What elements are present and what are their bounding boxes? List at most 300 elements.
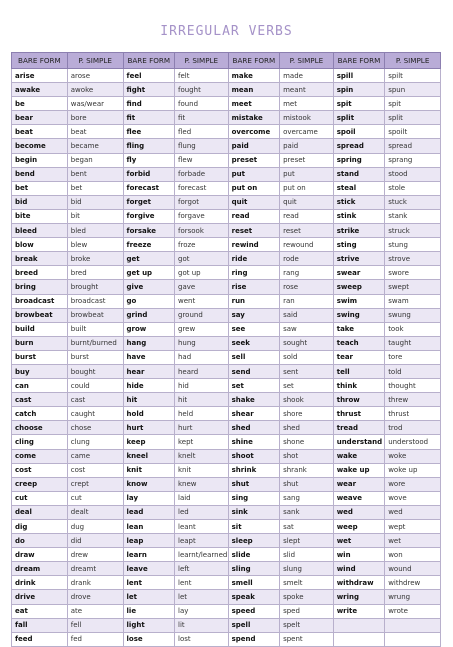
bare-form-cell: shut [228,477,279,491]
bare-form-cell: bend [12,167,68,181]
bare-form-cell: take [333,322,384,336]
bare-form-cell: sling [228,562,279,576]
table-row [12,618,441,632]
past-simple-cell: bred [67,266,123,280]
past-simple-cell [385,618,441,632]
table-row [12,167,441,181]
past-simple-cell: brought [67,280,123,294]
past-simple-cell: fit [175,111,229,125]
table-row [12,238,441,252]
bare-form-cell: weave [333,491,384,505]
bare-form-cell: lent [123,576,174,590]
past-simple-cell: lent [175,576,229,590]
past-simple-cell: became [67,139,123,153]
bare-form-cell: find [123,97,174,111]
table-row [12,393,441,407]
past-simple-cell: stole [385,181,441,195]
bare-form-cell: fit [123,111,174,125]
bare-form-cell: hit [123,393,174,407]
past-simple-cell: won [385,548,441,562]
past-simple-cell: sang [280,491,334,505]
past-simple-cell: tore [385,350,441,364]
bare-form-cell: shrink [228,463,279,477]
table-row [12,350,441,364]
bare-form-cell: forget [123,195,174,209]
bare-form-cell: grind [123,308,174,322]
bare-form-cell: wake up [333,463,384,477]
table-row [12,195,441,209]
bare-form-cell: lead [123,505,174,519]
header-past-simple: P. SIMPLE [385,53,441,69]
bare-form-cell: hold [123,407,174,421]
bare-form-cell: broadcast [12,294,68,308]
bare-form-cell: run [228,294,279,308]
bare-form-cell: break [12,252,68,266]
bare-form-cell: wake [333,449,384,463]
past-simple-cell: overcame [280,125,334,139]
bare-form-cell: build [12,322,68,336]
past-simple-cell: met [280,97,334,111]
past-simple-cell: rewound [280,238,334,252]
bare-form-cell: sleep [228,534,279,548]
bare-form-cell: buy [12,364,68,378]
past-simple-cell: learnt/learned [175,548,229,562]
past-simple-cell: sought [280,336,334,350]
past-simple-cell: bled [67,224,123,238]
table-row [12,421,441,435]
past-simple-cell: felt [175,69,229,83]
bare-form-cell: go [123,294,174,308]
past-simple-cell: stank [385,209,441,223]
past-simple-cell: shed [280,421,334,435]
past-simple-cell: led [175,505,229,519]
past-simple-cell: sent [280,364,334,378]
bare-form-cell: spin [333,83,384,97]
bare-form-cell: bleed [12,224,68,238]
past-simple-cell: wept [385,520,441,534]
past-simple-cell: took [385,322,441,336]
bare-form-cell: cost [12,463,68,477]
past-simple-cell: put on [280,181,334,195]
bare-form-cell: know [123,477,174,491]
past-simple-cell: wound [385,562,441,576]
past-simple-cell: woke up [385,463,441,477]
bare-form-cell: can [12,379,68,393]
bare-form-cell: hear [123,364,174,378]
table-row [12,548,441,562]
bare-form-cell: thrust [333,407,384,421]
bare-form-cell: withdraw [333,576,384,590]
bare-form-cell: steal [333,181,384,195]
bare-form-cell: dig [12,520,68,534]
past-simple-cell: lit [175,618,229,632]
bare-form-cell: make [228,69,279,83]
bare-form-cell: spread [333,139,384,153]
bare-form-cell: speed [228,604,279,618]
bare-form-cell: overcome [228,125,279,139]
bare-form-cell: let [123,590,174,604]
past-simple-cell: ate [67,604,123,618]
past-simple-cell: spun [385,83,441,97]
bare-form-cell: grow [123,322,174,336]
past-simple-cell: wrung [385,590,441,604]
bare-form-cell: dream [12,562,68,576]
bare-form-cell: kneel [123,449,174,463]
past-simple-cell: slid [280,548,334,562]
table-row [12,308,441,322]
bare-form-cell: shake [228,393,279,407]
past-simple-cell: sprang [385,153,441,167]
bare-form-cell: shoot [228,449,279,463]
bare-form-cell: see [228,322,279,336]
past-simple-cell: stung [385,238,441,252]
table-row [12,477,441,491]
past-simple-cell: flung [175,139,229,153]
past-simple-cell: knew [175,477,229,491]
table-row [12,97,441,111]
bare-form-cell: blow [12,238,68,252]
past-simple-cell: beat [67,125,123,139]
past-simple-cell: forgot [175,195,229,209]
table-row [12,83,441,97]
bare-form-cell: say [228,308,279,322]
table-row [12,336,441,350]
past-simple-cell: rose [280,280,334,294]
table-row [12,463,441,477]
bare-form-cell: hide [123,379,174,393]
past-simple-cell: hit [175,393,229,407]
past-simple-cell: spoke [280,590,334,604]
bare-form-cell: eat [12,604,68,618]
past-simple-cell: ground [175,308,229,322]
bare-form-cell: fling [123,139,174,153]
past-simple-cell: cut [67,491,123,505]
past-simple-cell: sat [280,520,334,534]
past-simple-cell: bore [67,111,123,125]
past-simple-cell: spilt [385,69,441,83]
past-simple-cell: bid [67,195,123,209]
bare-form-cell: mistake [228,111,279,125]
bare-form-cell: bet [12,181,68,195]
past-simple-cell: smelt [280,576,334,590]
table-row [12,435,441,449]
table-row [12,209,441,223]
bare-form-cell: put [228,167,279,181]
header-past-simple: P. SIMPLE [175,53,229,69]
bare-form-cell: begin [12,153,68,167]
table-row [12,590,441,604]
bare-form-cell: quit [228,195,279,209]
bare-form-cell: shed [228,421,279,435]
past-simple-cell: shot [280,449,334,463]
past-simple-cell: knit [175,463,229,477]
bare-form-cell: think [333,379,384,393]
bare-form-cell: browbeat [12,308,68,322]
past-simple-cell: drank [67,576,123,590]
table-row [12,69,441,83]
past-simple-cell: swam [385,294,441,308]
past-simple-cell: made [280,69,334,83]
bare-form-cell: lay [123,491,174,505]
bare-form-cell: split [333,111,384,125]
bare-form-cell: lie [123,604,174,618]
bare-form-cell: set [228,379,279,393]
past-simple-cell: put [280,167,334,181]
past-simple-cell: stood [385,167,441,181]
header-row [12,53,441,69]
past-simple-cell: trod [385,421,441,435]
past-simple-cell: struck [385,224,441,238]
past-simple-cell: thrust [385,407,441,421]
past-simple-cell: shut [280,477,334,491]
table-row [12,322,441,336]
bare-form-cell: fly [123,153,174,167]
past-simple-cell: paid [280,139,334,153]
table-row [12,280,441,294]
bare-form-cell: leap [123,534,174,548]
past-simple-cell: broke [67,252,123,266]
past-simple-cell: crept [67,477,123,491]
bare-form-cell: strike [333,224,384,238]
past-simple-cell: blew [67,238,123,252]
past-simple-cell: bet [67,181,123,195]
table-row [12,364,441,378]
past-simple-cell: spent [280,632,334,646]
header-bare-form: BARE FORM [123,53,174,69]
bare-form-cell: leave [123,562,174,576]
past-simple-cell: burst [67,350,123,364]
bare-form-cell: light [123,618,174,632]
past-simple-cell: preset [280,153,334,167]
bare-form-cell: bite [12,209,68,223]
bare-form-cell: sting [333,238,384,252]
past-simple-cell: told [385,364,441,378]
bare-form-cell: win [333,548,384,562]
bare-form-cell: write [333,604,384,618]
past-simple-cell: spoilt [385,125,441,139]
bare-form-cell: tell [333,364,384,378]
bare-form-cell: teach [333,336,384,350]
bare-form-cell: fall [12,618,68,632]
past-simple-cell: mistook [280,111,334,125]
past-simple-cell: woke [385,449,441,463]
bare-form-cell: strive [333,252,384,266]
past-simple-cell: ran [280,294,334,308]
bare-form-cell: wind [333,562,384,576]
table-row [12,139,441,153]
table-row [12,576,441,590]
past-simple-cell: cast [67,393,123,407]
bare-form-cell: spring [333,153,384,167]
table-row [12,111,441,125]
past-simple-cell: grew [175,322,229,336]
bare-form-cell: swing [333,308,384,322]
bare-form-cell: bid [12,195,68,209]
past-simple-cell: clung [67,435,123,449]
past-simple-cell: began [67,153,123,167]
past-simple-cell: caught [67,407,123,421]
past-simple-cell: came [67,449,123,463]
past-simple-cell: threw [385,393,441,407]
bare-form-cell: reset [228,224,279,238]
bare-form-cell: wear [333,477,384,491]
past-simple-cell: leant [175,520,229,534]
past-simple-cell: bent [67,167,123,181]
bare-form-cell: deal [12,505,68,519]
bare-form-cell: forbid [123,167,174,181]
bare-form-cell [333,618,384,632]
past-simple-cell: wore [385,477,441,491]
bare-form-cell: sink [228,505,279,519]
header-past-simple: P. SIMPLE [67,53,123,69]
past-simple-cell: built [67,322,123,336]
bare-form-cell: hurt [123,421,174,435]
past-simple-cell: rang [280,266,334,280]
bare-form-cell: freeze [123,238,174,252]
bare-form-cell: stand [333,167,384,181]
table-row [12,407,441,421]
table-row [12,252,441,266]
bare-form-cell: be [12,97,68,111]
bare-form-cell: bring [12,280,68,294]
past-simple-cell: knelt [175,449,229,463]
past-simple-cell: wed [385,505,441,519]
bare-form-cell: feed [12,632,68,646]
past-simple-cell: hid [175,379,229,393]
bare-form-cell: wring [333,590,384,604]
bare-form-cell: become [12,139,68,153]
past-simple-cell: strove [385,252,441,266]
past-simple-cell: slept [280,534,334,548]
past-simple-cell: drove [67,590,123,604]
past-simple-cell: forsook [175,224,229,238]
bare-form-cell: speak [228,590,279,604]
table-row [12,153,441,167]
past-simple-cell: dreamt [67,562,123,576]
bare-form-cell: cast [12,393,68,407]
bare-form-cell: paid [228,139,279,153]
bare-form-cell: wet [333,534,384,548]
past-simple-cell: laid [175,491,229,505]
table-row [12,632,441,646]
past-simple-cell: forgave [175,209,229,223]
bare-form-cell: come [12,449,68,463]
bare-form-cell: forecast [123,181,174,195]
past-simple-cell: quit [280,195,334,209]
table-row [12,520,441,534]
bare-form-cell: swim [333,294,384,308]
bare-form-cell: spell [228,618,279,632]
bare-form-cell: knit [123,463,174,477]
table-row [12,224,441,238]
past-simple-cell: was/wear [67,97,123,111]
past-simple-cell: split [385,111,441,125]
past-simple-cell: arose [67,69,123,83]
bare-form-cell: stick [333,195,384,209]
bare-form-cell: catch [12,407,68,421]
table-body [12,69,441,647]
table-row [12,181,441,195]
bare-form-cell: slide [228,548,279,562]
bare-form-cell: choose [12,421,68,435]
bare-form-cell: burn [12,336,68,350]
past-simple-cell: awoke [67,83,123,97]
bare-form-cell: forsake [123,224,174,238]
past-simple-cell: bit [67,209,123,223]
past-simple-cell: thought [385,379,441,393]
past-simple-cell: lost [175,632,229,646]
bare-form-cell: shine [228,435,279,449]
past-simple-cell: dug [67,520,123,534]
bare-form-cell: creep [12,477,68,491]
past-simple-cell: chose [67,421,123,435]
bare-form-cell: understand [333,435,384,449]
past-simple-cell: spread [385,139,441,153]
past-simple-cell: fed [67,632,123,646]
header-bare-form: BARE FORM [12,53,68,69]
past-simple-cell: fled [175,125,229,139]
past-simple-cell: dealt [67,505,123,519]
past-simple-cell: forecast [175,181,229,195]
bare-form-cell: get up [123,266,174,280]
past-simple-cell: did [67,534,123,548]
past-simple-cell: gave [175,280,229,294]
bare-form-cell: mean [228,83,279,97]
bare-form-cell: spoil [333,125,384,139]
page-title: IRREGULAR VERBS [160,24,293,39]
bare-form-cell: spit [333,97,384,111]
past-simple-cell: got up [175,266,229,280]
past-simple-cell: said [280,308,334,322]
past-simple-cell: drew [67,548,123,562]
header-bare-form: BARE FORM [228,53,279,69]
bare-form-cell: burst [12,350,68,364]
bare-form-cell: do [12,534,68,548]
bare-form-cell: hang [123,336,174,350]
past-simple-cell: left [175,562,229,576]
bare-form-cell: swear [333,266,384,280]
past-simple-cell: heard [175,364,229,378]
past-simple-cell: shore [280,407,334,421]
past-simple-cell: leapt [175,534,229,548]
past-simple-cell: hung [175,336,229,350]
bare-form-cell: sweep [333,280,384,294]
bare-form-cell: rewind [228,238,279,252]
bare-form-cell: sell [228,350,279,364]
past-simple-cell: bought [67,364,123,378]
bare-form-cell: smell [228,576,279,590]
bare-form-cell: forgive [123,209,174,223]
past-simple-cell: held [175,407,229,421]
past-simple-cell: wrote [385,604,441,618]
past-simple-cell: sank [280,505,334,519]
bare-form-cell: lose [123,632,174,646]
bare-form-cell: drive [12,590,68,604]
bare-form-cell: flee [123,125,174,139]
bare-form-cell: sit [228,520,279,534]
bare-form-cell: throw [333,393,384,407]
past-simple-cell: burnt/burned [67,336,123,350]
past-simple-cell: stuck [385,195,441,209]
bare-form-cell: put on [228,181,279,195]
bare-form-cell: shear [228,407,279,421]
bare-form-cell: draw [12,548,68,562]
irregular-verbs-table [11,52,441,647]
past-simple-cell: set [280,379,334,393]
past-simple-cell: spelt [280,618,334,632]
bare-form-cell: beat [12,125,68,139]
past-simple-cell [385,632,441,646]
